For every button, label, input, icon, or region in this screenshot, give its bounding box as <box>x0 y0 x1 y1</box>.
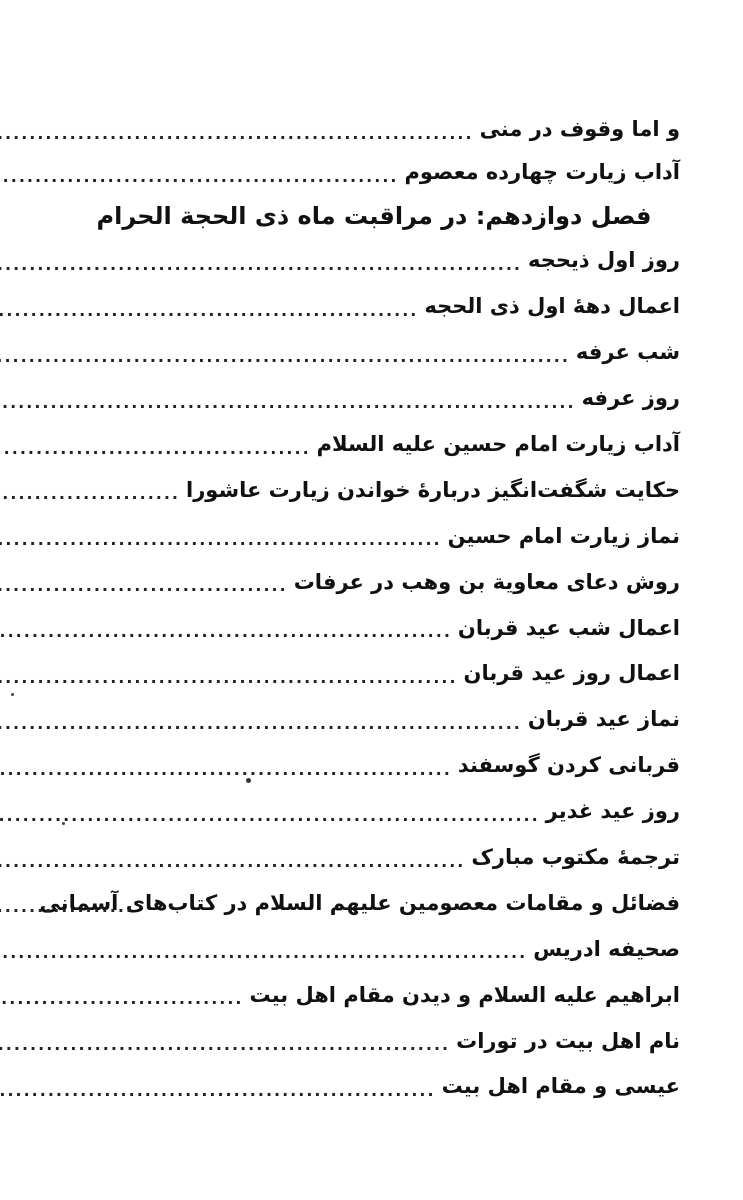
dot-leader <box>0 716 522 732</box>
toc-entry[interactable] <box>68 697 680 743</box>
toc-entry-title: آداب زيارت امام حسين عليه السلام <box>316 432 680 456</box>
toc-entry-title: ابراهيم عليه السلام و ديدن مقام اهل بيت <box>249 982 680 1007</box>
toc-entry[interactable] <box>68 108 680 151</box>
dot-leader <box>0 1083 436 1099</box>
toc-entry-title: روز عيد غدير <box>545 799 680 824</box>
dot-leader <box>0 624 452 640</box>
chapter-heading: فصل دوازدهم: در مراقبت ماه ذى الحجة الحرام <box>96 202 652 230</box>
dot-leader <box>0 441 311 457</box>
toc-entry[interactable] <box>68 376 680 422</box>
dot-leader <box>0 808 540 824</box>
dot-leader <box>0 1037 450 1053</box>
toc-entry-title: اعمال شب عيد قربان <box>457 615 680 640</box>
toc-entry-title: و اما وقوف در منى <box>479 117 680 141</box>
toc-entry[interactable] <box>68 605 680 651</box>
toc-entry[interactable] <box>68 559 680 605</box>
toc-entry-title: اعمال روز عيد قربان <box>463 661 680 686</box>
toc-entry-title: نام اهل بيت در تورات <box>456 1028 680 1053</box>
dot-leader <box>0 899 134 915</box>
toc-entry[interactable] <box>68 284 680 330</box>
toc-entry[interactable] <box>68 972 680 1018</box>
dot-leader <box>0 670 458 686</box>
dot-leader <box>0 762 452 778</box>
toc-entry-title: نماز زيارت امام حسين <box>447 523 680 548</box>
toc-entry[interactable] <box>68 151 680 194</box>
toc-entry-title: روز اول ذيحجه <box>528 248 680 273</box>
toc-entry[interactable] <box>68 835 680 881</box>
dot-leader <box>0 126 474 142</box>
dot-leader <box>0 486 180 502</box>
dot-leader <box>0 349 570 365</box>
toc-entry-title: صحيفه ادريس <box>533 936 680 961</box>
toc-entry[interactable] <box>68 238 680 284</box>
toc-entry-title: ترجمۀ مكتوب مبارک <box>471 845 680 870</box>
toc-entry-title: عيسى و مقام اهل بيت <box>441 1074 680 1099</box>
dot-leader <box>0 578 288 594</box>
toc-entry[interactable] <box>68 422 680 468</box>
toc-entry[interactable] <box>68 1018 680 1064</box>
dot-leader <box>0 945 527 961</box>
toc-entry[interactable] <box>68 743 680 789</box>
toc-entry-title: فضائل و مقامات معصومين عليهم السلام در كتاب‌هاى آسمانى <box>39 890 680 915</box>
toc-entry[interactable] <box>68 1064 680 1110</box>
table-of-contents <box>39 108 680 1110</box>
toc-entry[interactable] <box>68 651 680 697</box>
toc-entry-title: شب عرفه <box>575 340 680 365</box>
toc-entry[interactable] <box>68 330 680 376</box>
dot-leader <box>0 991 244 1007</box>
toc-entry-title: قربانى كردن گوسفند <box>457 753 680 778</box>
toc-entry-title: روش دعاى معاوية بن وهب در عرفات <box>293 569 680 594</box>
margin-mark <box>11 693 14 696</box>
ink-speck <box>246 778 251 783</box>
toc-entry[interactable] <box>68 789 680 835</box>
toc-entry-title: روز عرفه <box>581 386 680 411</box>
toc-entry-title: اعمال دهۀ اول ذى الحجه <box>424 294 680 319</box>
dot-leader <box>0 169 398 185</box>
toc-entry-title: حكايت شگفت‌انگيز دربارۀ خواندن زيارت عاشورا <box>186 477 680 502</box>
dot-leader <box>0 854 465 870</box>
toc-entry-title: آداب زيارت چهارده معصوم <box>404 160 680 184</box>
dot-leader <box>0 395 576 411</box>
toc-entry[interactable] <box>68 926 680 972</box>
toc-entry[interactable] <box>39 880 680 926</box>
dot-leader <box>0 532 442 548</box>
dot-leader <box>0 257 522 273</box>
toc-entry-title: نماز عيد قربان <box>527 707 680 732</box>
toc-entry[interactable] <box>68 467 680 513</box>
dot-leader <box>0 303 418 319</box>
toc-entry[interactable] <box>68 513 680 559</box>
margin-mark <box>62 822 65 825</box>
